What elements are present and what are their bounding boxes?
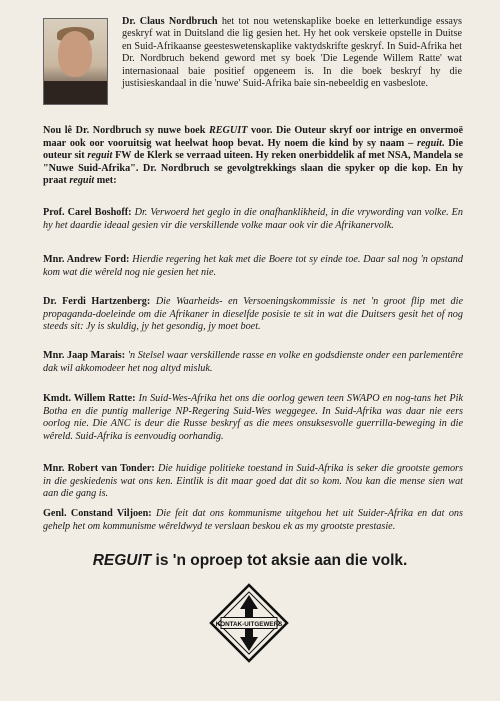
- publisher-logo: [209, 583, 289, 663]
- quote-speaker: Prof. Carel Boshoff:: [43, 207, 132, 218]
- slogan: [0, 552, 500, 570]
- book-title: REGUIT: [208, 125, 248, 136]
- quote-speaker: Mnr. Robert van Tonder:: [43, 463, 155, 474]
- slogan-book-title: REGUIT: [92, 552, 152, 569]
- quote-ford: [43, 254, 463, 279]
- quote-text: Die feit dat ons kommunisme uitgehou het uit Suider-Afrika en dat ons gehelp het om kommunisme wêreldwyd te verslaan beskou ek as my grootste prestasie.: [43, 508, 463, 532]
- quote-van-tonder: [43, 463, 463, 501]
- author-photo: [43, 18, 108, 105]
- quote-speaker: Genl. Constand Viljoen:: [43, 508, 152, 519]
- quote-text: Dr. Verwoerd het geglo in die onafhanklikheid, in die vrywording van volke. En hy het daardie ideaal gesien vir die verskillende volke maar ook vir die Afrikanervolk.: [43, 207, 463, 231]
- quote-text: 'n Stelsel waar verskillende rasse en volke en godsdienste onder een parlementêre dak wil akkomodeer het nog altyd misluk.: [43, 350, 464, 374]
- quote-speaker: Dr. Ferdi Hartzenberg:: [43, 296, 151, 307]
- quote-text: Die Waarheids- en Versoeningskommissie is net 'n groot flip met die propaganda-doeleinde om die Afrikaner in dieselfde posisie te sit in wat die Duitsers gesit het of nog steeds sit: Jy is skuldig, jy het gesondig, jy moet boet.: [43, 296, 463, 333]
- quote-text: Die huidige politieke toestand in Suid-Afrika is seker die grootste gemors in die geskiedenis wat ons ken. Eintlik is dit maar goed dat dit so kom. Nou kan die mense sien wat aan die gang is.: [43, 463, 463, 500]
- author-bio: het tot nou wetenskaplike boeke en letterkundige essays geskryf wat in Duitsland die lig gesien het. Hy het ook verskeie opstelle in Duitse en Suid-Afrikaanse geesteswetenskaplike vaktydskrifte geskryf. In Suid-Afrika het Dr. Nordbruch bekend geword met sy boek 'Die Legende Willem Ratte' wat internasionaal baie positief opgeneem is. In die boek beskryf hy die justisieskandaal in die 'nuwe' Suid-Afrika baie sin-nebeeldig en vasbeslote.: [122, 16, 462, 90]
- quote-speaker: Mnr. Jaap Marais:: [43, 350, 126, 361]
- quote-speaker: Kmdt. Willem Ratte:: [43, 393, 136, 404]
- publisher-name: KONTAK-UITGEWERS: [215, 620, 283, 628]
- quote-marais: [43, 350, 463, 375]
- quote-speaker: Mnr. Andrew Ford:: [43, 254, 130, 265]
- quote-hartzenberg: [43, 296, 463, 334]
- slogan-text: is 'n oproep tot aksie aan die volk.: [151, 552, 408, 569]
- book-lead-paragraph: Nou lê Dr. Nordbruch sy nuwe boek REGUIT voor. Die Outeur skryf oor intrige en onvermoë maar ook oor vooruitsig wat heelwat hoop bevat. Hy noem die kind by sy naam – reguit. Die outeur sit reguit FW de Klerk se verraad uiteen. Hy reken onerbiddelik af met NSA, Mandela se "Nuwe Suid-Afrika". Dr. Nordbruch se gevolgtrekkings slaan die spyker op die kop. En hy praat reguit met:: [43, 125, 463, 187]
- author-intro: [122, 16, 462, 90]
- quote-boshoff: [43, 207, 463, 232]
- author-name: Dr. Claus Nordbruch: [122, 16, 218, 27]
- quote-text: Hierdie regering het kak met die Boere tot sy einde toe. Daar sal nog 'n opstand kom wat die wêreld nog nie gesien het nie.: [43, 254, 463, 278]
- quote-ratte: [43, 393, 463, 443]
- quote-viljoen: [43, 508, 463, 533]
- quote-text: In Suid-Wes-Afrika het ons die oorlog gewen teen SWAPO en nog-tans het Pik Botha en die puntig mallerige NP-Regering Suid-Wes weggegee. In Suid-Afrika was daar nie eers oorlog nie. Die ANC is deur die Russe beskryf as die mees onsuksesvolle guerrilla-beweging in die wêreld. Suid-Afrika is eenvoudig oorhandig.: [43, 393, 463, 442]
